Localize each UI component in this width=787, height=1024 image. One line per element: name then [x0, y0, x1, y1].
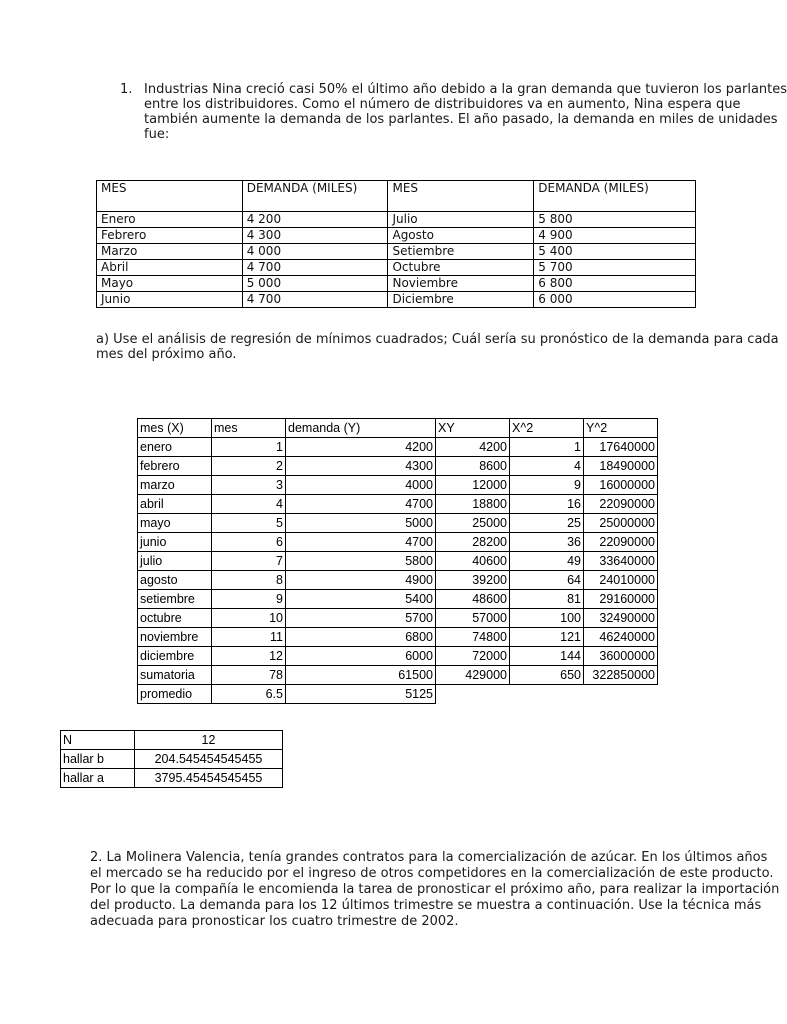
problem-1-line-3: también aumente la demanda de los parlantes. El año pasado, la demanda en miles de unidades: [144, 112, 778, 127]
table-row: agosto 8 4900 39200 64 24010000: [138, 571, 658, 590]
table-row: Abril 4 700 Octubre 5 700: [97, 260, 696, 276]
table-row: Junio 4 700 Diciembre 6 000: [97, 292, 696, 308]
header-xy: XY: [436, 419, 510, 438]
demand-table: [96, 180, 696, 308]
header-mes: MES: [97, 181, 243, 212]
table-row: julio 7 5800 40600 49 33640000: [138, 552, 658, 571]
problem-1-line-2: entre los distribuidores. Como el número de distribuidores va en aumento, Nina espera que: [144, 97, 741, 112]
table-row: marzo 3 4000 12000 9 16000000: [138, 476, 658, 495]
table-row: noviembre 11 6800 74800 121 46240000: [138, 628, 658, 647]
table-row: Enero 4 200 Julio 5 800: [97, 212, 696, 228]
problem-1-line-1: 1. Industrias Nina creció casi 50% el último año debido a la gran demanda que tuvieron los parlantes: [120, 82, 787, 97]
header-demanda: DEMANDA (MILES): [534, 181, 696, 212]
param-n: N 12: [61, 731, 283, 750]
problem-2-line-3: Por lo que la compañía le encomienda la tarea de pronosticar el próximo año, para realizar la importación: [90, 882, 780, 897]
table-row: diciembre 12 6000 72000 144 36000000: [138, 647, 658, 666]
header-y2: Y^2: [584, 419, 658, 438]
problem-2-line-4: del producto. La demanda para los 12 últimos trimestre se muestra a continuación. Use la técnica más: [90, 898, 762, 913]
table-row: abril 4 4700 18800 16 22090000: [138, 495, 658, 514]
param-b: hallar b 204.545454545455: [61, 750, 283, 769]
table-row: setiembre 9 5400 48600 81 29160000: [138, 590, 658, 609]
table-row: mayo 5 5000 25000 25 25000000: [138, 514, 658, 533]
question-a-line-2: mes del próximo año.: [96, 347, 237, 362]
problem-2-line-1: 2. La Molinera Valencia, tenía grandes contratos para la comercialización de azúcar. En los últimos años: [90, 850, 768, 865]
header-mes-x: mes (X): [138, 419, 212, 438]
table-row: febrero 2 4300 8600 4 18490000: [138, 457, 658, 476]
average-row: promedio 6.5 5125: [138, 685, 658, 704]
header-x2: X^2: [510, 419, 584, 438]
calc-table-header: [138, 419, 658, 438]
regression-params-table: [60, 730, 283, 788]
problem-2-text: [90, 850, 780, 930]
question-a-text: [96, 332, 779, 362]
question-a-line-1: a) Use el análisis de regresión de mínimos cuadrados; Cuál sería su pronóstico de la demanda para cada: [96, 332, 779, 347]
param-a: hallar a 3795.45454545455: [61, 769, 283, 788]
problem-number: 1.: [120, 82, 133, 97]
table-row: junio 6 4700 28200 36 22090000: [138, 533, 658, 552]
problem-1-line-4: fue:: [144, 127, 170, 142]
problem-2-line-5: adecuada para pronosticar los cuatro trimestre de 2002.: [90, 914, 459, 929]
regression-calc-table: [137, 418, 658, 704]
demand-table-header: [97, 181, 696, 212]
table-row: Marzo 4 000 Setiembre 5 400: [97, 244, 696, 260]
table-row: enero 1 4200 4200 1 17640000: [138, 438, 658, 457]
table-row: Mayo 5 000 Noviembre 6 800: [97, 276, 696, 292]
header-demanda-y: demanda (Y): [286, 419, 436, 438]
header-demanda: DEMANDA (MILES): [242, 181, 388, 212]
sum-row: sumatoria 78 61500 429000 650 322850000: [138, 666, 658, 685]
table-row: Febrero 4 300 Agosto 4 900: [97, 228, 696, 244]
problem-1-text: [120, 82, 787, 142]
header-mes: MES: [388, 181, 534, 212]
demand-table-wrap: [96, 180, 661, 310]
problem-2-line-2: el mercado se ha reducido por el ingreso de otros competidores en la comercialización de este producto.: [90, 866, 774, 881]
table-row: octubre 10 5700 57000 100 32490000: [138, 609, 658, 628]
header-mes: mes: [212, 419, 286, 438]
